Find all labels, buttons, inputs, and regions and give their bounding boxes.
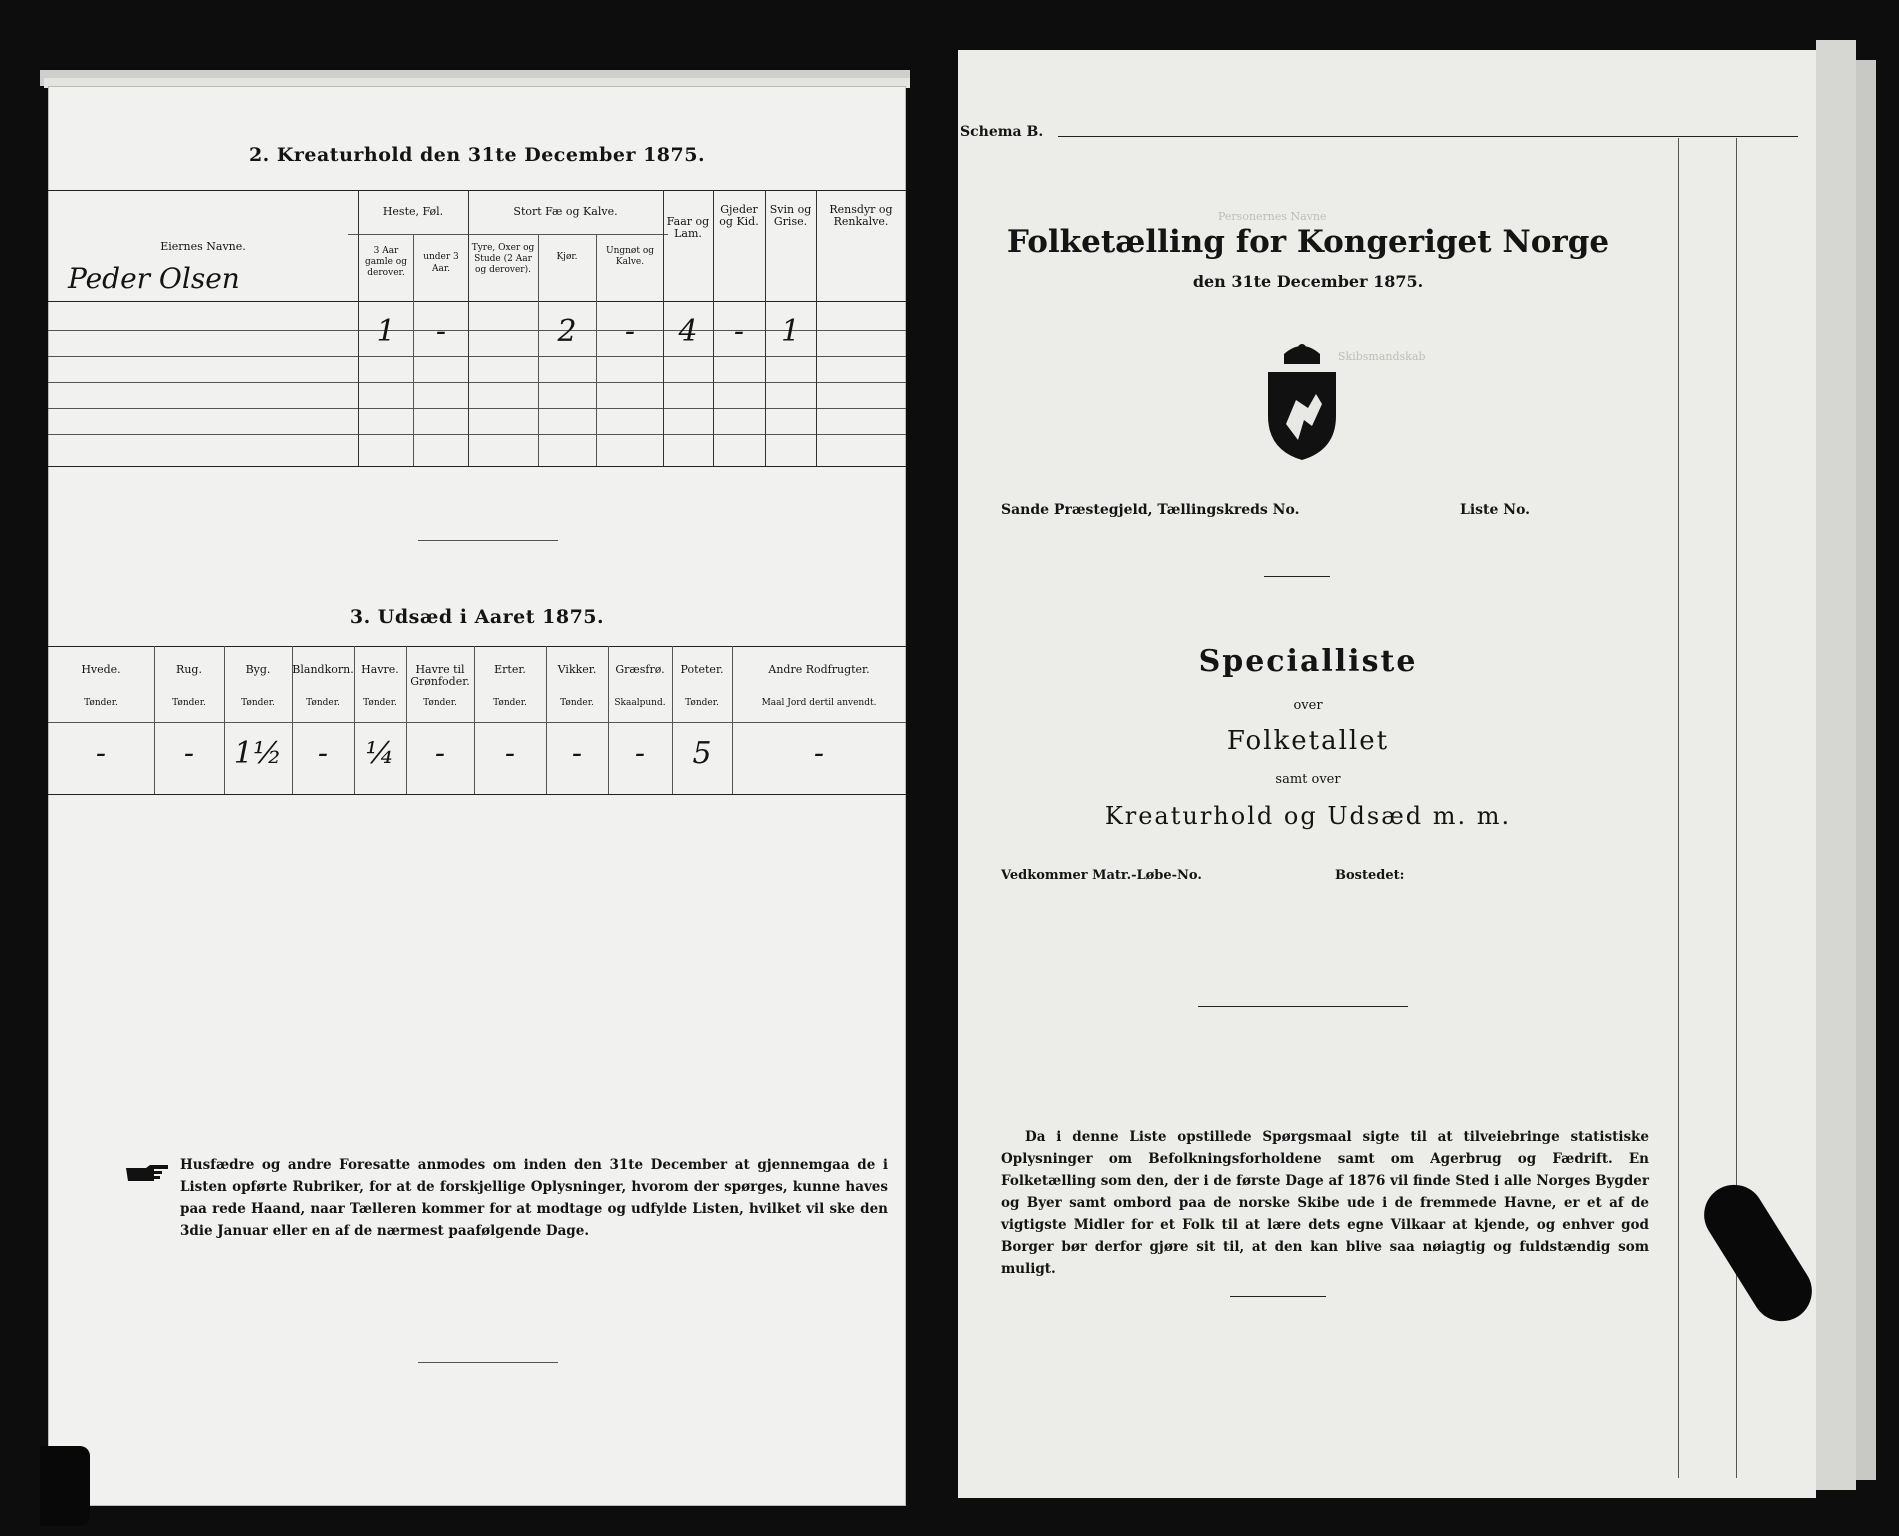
col-rule (468, 190, 469, 466)
liste-no: Liste No. (1460, 502, 1531, 518)
pen-object (1693, 1173, 1823, 1332)
seed-unit: Tønder. (172, 698, 206, 708)
seed-value: - (571, 736, 583, 771)
seed-value: - (434, 736, 446, 771)
value-heste-young: - (435, 314, 447, 349)
seed-unit: Tønder. (241, 698, 275, 708)
seed-header: Vikker. (557, 663, 597, 676)
seed-header: Havre til Grønfoder. (410, 663, 470, 688)
matr-label: Vedkommer Matr.-Løbe-No. (1001, 868, 1202, 883)
over-text-1: over (1293, 698, 1323, 713)
seed-value: ¼ (365, 736, 395, 771)
value-kjor: 2 (557, 314, 577, 349)
value-svin: 1 (780, 314, 801, 349)
stortfae-sub-3: Ungnøt og Kalve. (605, 246, 654, 267)
census-date: den 31te December 1875. (1192, 272, 1424, 291)
seed-header: Andre Rodfrugter. (768, 663, 870, 676)
section2-title: 2. Kreaturhold den 31te December 1875. (248, 144, 706, 166)
kreaturhold-text: Kreaturhold og Udsæd m. m. (1104, 802, 1512, 830)
bostedet-label: Bostedet: (1335, 868, 1405, 883)
seed-value: - (634, 736, 646, 771)
seed-value: - (95, 736, 107, 771)
folketallet-text: Folketallet (1226, 726, 1390, 756)
left-page (48, 86, 906, 1506)
divider (418, 1362, 558, 1363)
heste-header: Heste, Føl. (382, 205, 444, 218)
seed-unit: Tønder. (685, 698, 719, 708)
seed-unit: Tønder. (363, 698, 397, 708)
right-stack-edge-2 (1856, 60, 1876, 1480)
table-rule (48, 434, 906, 435)
specialliste-title: Specialliste (1198, 644, 1418, 679)
value-ungnot: - (624, 314, 636, 349)
col-rule (816, 190, 817, 466)
stortfae-sub-2: Kjør. (556, 252, 578, 262)
seed-value: - (317, 736, 329, 771)
right-page (958, 50, 1816, 1498)
margin-rule (1678, 138, 1679, 1478)
faar-header: Faar og Lam. (666, 215, 710, 240)
seed-unit: Tønder. (493, 698, 527, 708)
seed-header: Rug. (176, 663, 202, 676)
seed-header: Græsfrø. (615, 663, 665, 676)
stortfae-header: Stort Fæ og Kalve. (513, 205, 618, 218)
seed-header: Erter. (494, 663, 526, 676)
tab-marker (40, 1446, 90, 1526)
table-rule (48, 408, 906, 409)
value-faar: 4 (678, 314, 698, 349)
heste-sub-1: 3 Aar gamle og derover. (365, 246, 407, 278)
seed-rule (48, 794, 906, 795)
table-rule (48, 466, 906, 467)
bleed-through-text: Skibsmandskab (1338, 350, 1426, 363)
seed-unit: Skaalpund. (614, 698, 666, 708)
intro-paragraph: Da i denne Liste opstillede Spørgsmaal sigte til at tilveiebringe statistiske Oplysninger om Befolkningsforholdene samt om Agerbrug og Fædrift. En Folketælling som den, der i de første Dage af 1876 vil finde Sted i alle Norges Bygder og Byer samt ombord paa de norske Skibe ude i de fremmede Havne, er et af de vigtigste Midler for et Folk til at lære dets egne Vilkaar at kjende, og enhver god Borger bør derfor gjøre sit til, at den kan blive saa nøiagtig og fuldstændig som muligt. (1001, 1129, 1649, 1277)
parish-line: Sande Præstegjeld, Tællingskreds No. (1001, 502, 1300, 518)
seed-unit: Tønder. (423, 698, 457, 708)
coat-of-arms-icon (1262, 342, 1342, 462)
col-rule (358, 190, 359, 466)
owner-header: Eiernes Navne. (160, 240, 246, 253)
seed-rule (48, 646, 906, 647)
samt-over-text: samt over (1275, 772, 1341, 787)
svin-header: Svin og Grise. (769, 203, 812, 228)
gjeder-header: Gjeder og Kid. (719, 203, 759, 228)
stortfae-sub-1: Tyre, Oxer og Stude (2 Aar og derover). (471, 243, 535, 275)
seed-header: Byg. (245, 663, 271, 676)
table-rule (48, 382, 906, 383)
table-rule (48, 190, 906, 191)
right-stack-edge (1816, 40, 1856, 1490)
seed-value: - (183, 736, 195, 771)
seed-value: 1½ (233, 736, 283, 771)
seed-header: Poteter. (680, 663, 724, 676)
seed-header: Havre. (361, 663, 399, 676)
table-rule (468, 234, 668, 235)
census-title: Folketælling for Kongeriget Norge (1006, 224, 1610, 260)
rensdyr-header: Rensdyr og Renkalve. (829, 203, 893, 228)
seed-unit: Tønder. (560, 698, 594, 708)
divider (1198, 1006, 1408, 1007)
value-gjeder: - (733, 314, 745, 349)
seed-unit: Maal Jord dertil anvendt. (761, 698, 877, 708)
bleed-through-text: Personernes Navne (1218, 210, 1327, 223)
top-rule (1058, 136, 1798, 137)
heste-sub-2: under 3 Aar. (423, 252, 459, 274)
value-heste-old: 1 (376, 314, 396, 349)
divider (418, 540, 558, 541)
table-rule (48, 301, 906, 302)
seed-rule (48, 722, 906, 723)
seed-unit: Tønder. (306, 698, 340, 708)
seed-value: - (813, 736, 825, 771)
notice-text: Husfædre og andre Foresatte anmodes om inden den 31te December at gjennemgaa de i Listen opførte Rubriker, for at de forskjellige Oplysninger, hvorom der spørges, kunne haves paa rede Haand, naar Tælleren kommer for at modtage og udfylde Listen, hvilket vil ske den 3die Januar eller en af de nærmest paafølgende Dage. (180, 1157, 888, 1239)
seed-value: - (504, 736, 516, 771)
seed-header: Hvede. (81, 663, 121, 676)
seed-value: 5 (692, 736, 712, 771)
col-rule (538, 234, 539, 466)
section3-title: 3. Udsæd i Aaret 1875. (349, 606, 605, 628)
owner-name: Peder Olsen (68, 262, 240, 295)
pointing-hand-icon (124, 1162, 172, 1182)
divider (1230, 1296, 1326, 1297)
table-rule (48, 356, 906, 357)
seed-header: Blandkorn. (292, 663, 354, 676)
col-rule (596, 234, 597, 466)
seed-unit: Tønder. (84, 698, 118, 708)
divider (1264, 576, 1330, 577)
schema-label: Schema B. (960, 124, 1044, 140)
